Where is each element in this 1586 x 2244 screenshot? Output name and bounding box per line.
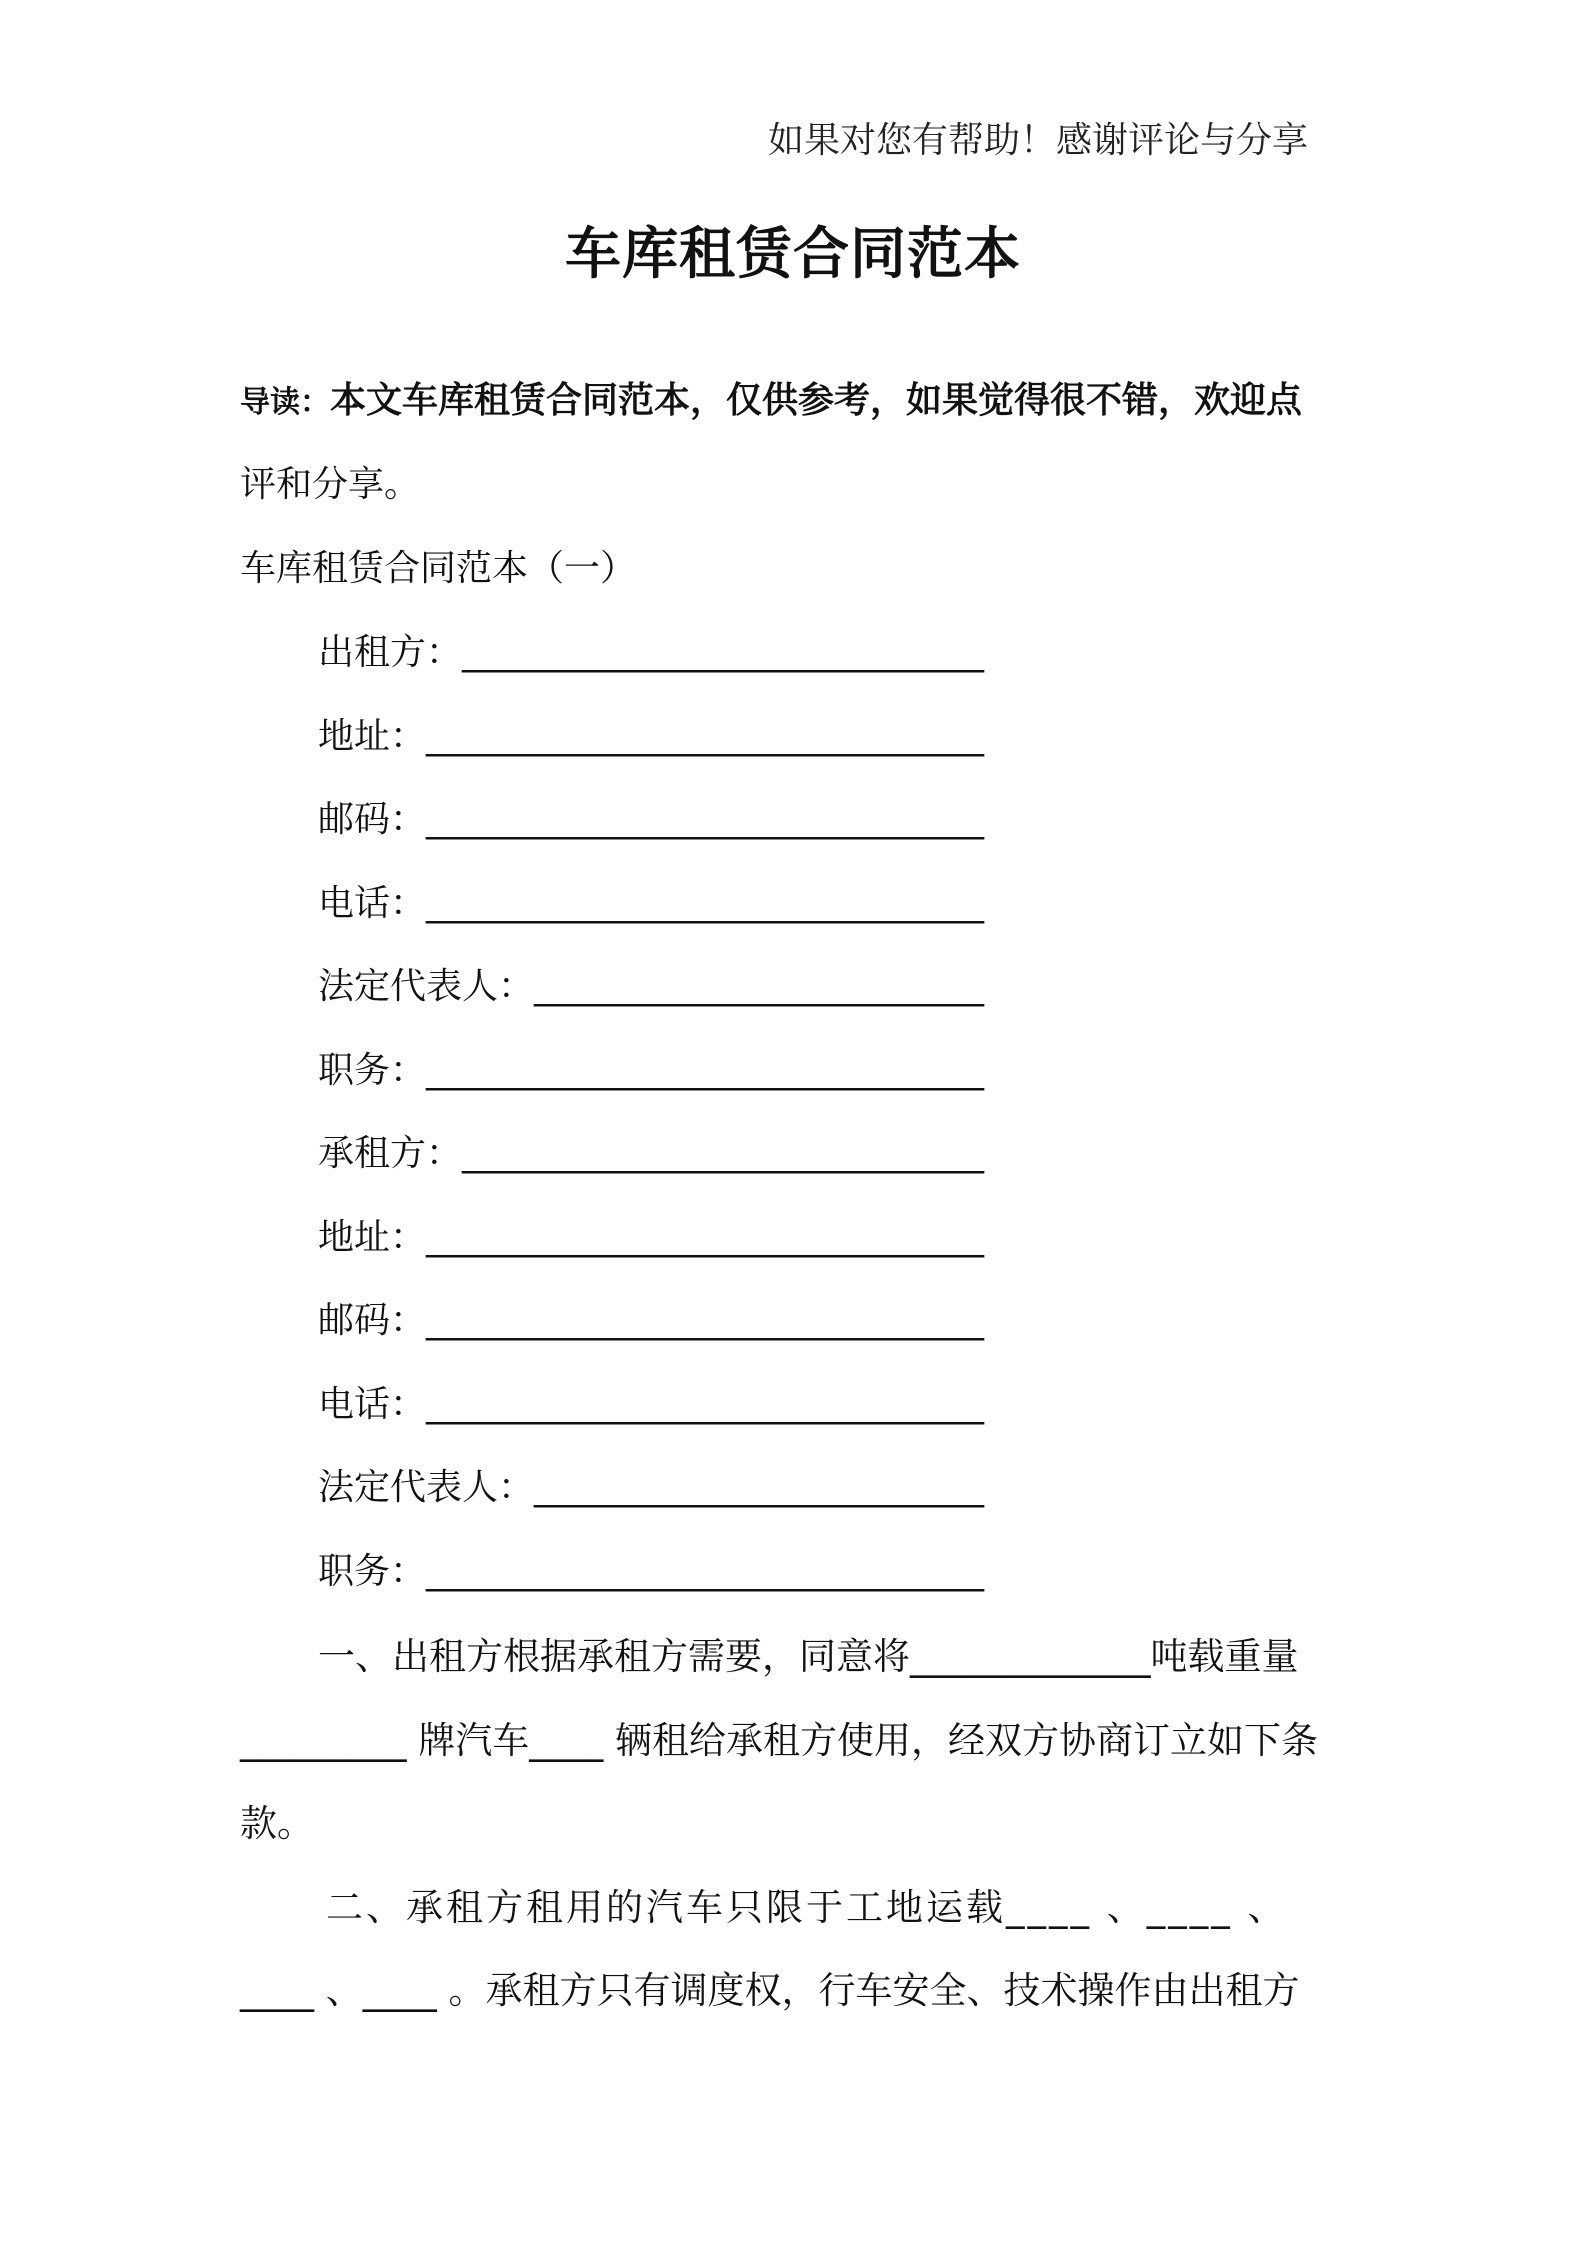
intro-text-1: 本文车库租赁合同范本，仅供参考，如果觉得很不错，欢迎点 xyxy=(330,380,1303,421)
clause-1-line-1: 一、出租方根据承租方需要，同意将_____________吨载重量 xyxy=(318,1635,1299,1678)
field-lessee-address: 地址：_______________________________ xyxy=(318,1217,985,1258)
field-lessor-address: 地址：_______________________________ xyxy=(318,716,985,757)
field-lessor: 出租方：_____________________________ xyxy=(318,632,985,673)
field-lessee-legal-rep: 法定代表人：_________________________ xyxy=(318,1467,985,1508)
field-lessor-title: 职务：_______________________________ xyxy=(318,1050,985,1091)
field-lessee-title: 职务：_______________________________ xyxy=(318,1551,985,1592)
clause-2-line-1: 二、承租方租用的汽车只限于工地运载____ 、____ 、 xyxy=(326,1886,1288,1929)
intro-line-2 xyxy=(240,456,420,507)
intro-text-2: 评和分享。 xyxy=(240,464,421,505)
document-title: 车库租赁合同范本 xyxy=(565,222,1021,287)
clause-2-line-2: ____ 、____ 。承租方只有调度权，行车安全、技术操作由出租方 xyxy=(240,1969,1300,2012)
intro-label: 导读： xyxy=(240,385,330,420)
field-lessee-phone: 电话：_______________________________ xyxy=(318,1384,985,1425)
header-note: 如果对您有帮助！感谢评论与分享 xyxy=(768,120,1309,161)
field-lessee: 承租方：_____________________________ xyxy=(318,1133,985,1174)
section-heading: 车库租赁合同范本（一） xyxy=(240,548,637,589)
field-lessee-postcode: 邮码：_______________________________ xyxy=(318,1300,985,1341)
field-lessor-postcode: 邮码：_______________________________ xyxy=(318,799,985,840)
field-lessor-legal-rep: 法定代表人：_________________________ xyxy=(318,966,985,1007)
intro-line-1 xyxy=(240,372,1302,423)
clause-1-line-3: 款。 xyxy=(240,1802,314,1845)
field-lessor-phone: 电话：_______________________________ xyxy=(318,883,985,924)
clause-1-line-2: _________ 牌汽车____ 辆租给承租方使用，经双方协商订立如下条 xyxy=(240,1719,1319,1762)
